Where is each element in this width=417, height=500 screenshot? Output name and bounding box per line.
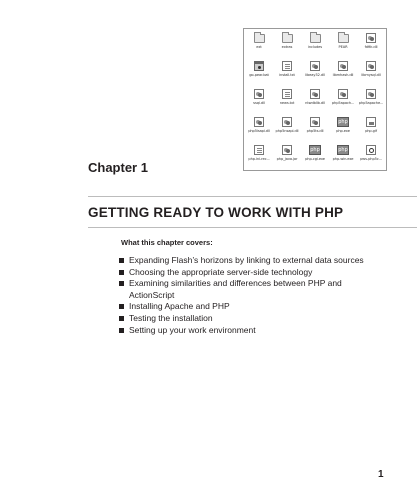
square-bullet-icon — [119, 281, 124, 286]
file-name: extras — [281, 45, 293, 49]
list-item-text: Choosing the appropriate server-side technology — [129, 266, 313, 277]
file-name: go-pear.bat — [249, 73, 269, 77]
app-icon — [254, 61, 264, 71]
file-item[interactable] — [357, 145, 385, 172]
chapter-label: Chapter 1 — [88, 160, 148, 175]
php-icon: php — [338, 119, 348, 125]
file-item[interactable] — [301, 145, 329, 172]
file-item[interactable] — [245, 117, 273, 144]
square-bullet-icon — [119, 270, 124, 275]
file-item[interactable] — [273, 33, 301, 60]
file-name: php.gif — [365, 129, 377, 133]
list-item-text: Testing the installation — [129, 312, 213, 323]
file-item[interactable] — [301, 33, 329, 60]
dll-icon — [366, 89, 376, 99]
file-name: news.txt — [279, 101, 295, 105]
dll-icon — [338, 61, 348, 71]
file-icon-grid — [245, 33, 385, 172]
page-number: 1 — [378, 469, 384, 480]
file-name: libeay32.dll — [305, 73, 325, 77]
list-item-text: Expanding Flash’s horizons by linking to external data sources — [129, 255, 364, 265]
file-name: install.txt — [279, 73, 295, 77]
list-item — [119, 255, 369, 267]
list-item — [119, 313, 369, 325]
square-bullet-icon — [119, 316, 124, 321]
file-item[interactable] — [245, 89, 273, 116]
file-name: php-win.exe — [332, 157, 354, 161]
file-item[interactable] — [329, 145, 357, 172]
list-item-text: Examining similarities and differences between PHP and ActionScript — [129, 278, 342, 300]
file-name: ext — [256, 45, 262, 49]
dll-icon — [282, 145, 292, 155]
list-item-text: Setting up your work environment — [129, 324, 256, 335]
file-item[interactable] — [329, 33, 357, 60]
dll-icon — [310, 117, 320, 127]
file-item[interactable] — [301, 117, 329, 144]
file-item[interactable] — [273, 89, 301, 116]
file-name: php5apache... — [358, 101, 384, 105]
file-name: php5isapi.dll — [248, 129, 270, 133]
php-icon: php — [338, 147, 348, 153]
file-name: php5nsapi.dll — [275, 129, 299, 133]
file-name: php.ini-rec... — [248, 157, 270, 161]
file-item[interactable] — [357, 117, 385, 144]
list-item-text: Installing Apache and PHP — [129, 301, 230, 312]
file-name: php_java.jar — [276, 157, 298, 161]
file-item[interactable] — [245, 145, 273, 172]
chapter-covers-heading: What this chapter covers: — [121, 238, 213, 247]
file-name: ssqi.dll — [253, 101, 265, 105]
cfg-icon — [366, 145, 376, 155]
file-name: php-cgi.exe — [305, 157, 325, 161]
file-name: php5ts.dll — [306, 129, 324, 133]
gif-icon — [366, 117, 376, 127]
file-item[interactable] — [245, 61, 273, 88]
file-name: php5apach... — [331, 101, 355, 105]
dll-icon — [310, 61, 320, 71]
square-bullet-icon — [119, 328, 124, 333]
file-name: libmysql.dll — [361, 73, 381, 77]
square-bullet-icon — [119, 258, 124, 263]
file-item[interactable] — [357, 61, 385, 88]
file-name: fdftk.dll — [364, 45, 378, 49]
dll-icon — [366, 33, 376, 43]
folder-icon — [310, 34, 321, 43]
file-item[interactable] — [301, 61, 329, 88]
file-item[interactable] — [357, 89, 385, 116]
dll-icon — [282, 117, 292, 127]
doc-icon — [254, 145, 264, 155]
chapter-covers-list — [119, 255, 369, 336]
file-item[interactable] — [245, 33, 273, 60]
list-item — [119, 301, 369, 313]
dll-icon — [310, 89, 320, 99]
file-name: includes — [307, 45, 323, 49]
folder-icon — [282, 34, 293, 43]
file-name: pws-php5c... — [360, 157, 382, 161]
chapter-title: GETTING READY TO WORK WITH PHP — [88, 205, 344, 220]
doc-icon — [282, 61, 292, 71]
file-item[interactable] — [329, 61, 357, 88]
file-name: PEAR — [338, 45, 348, 49]
dll-icon — [366, 61, 376, 71]
file-item[interactable] — [301, 89, 329, 116]
folder-screenshot-figure — [243, 28, 387, 171]
list-item — [119, 325, 369, 337]
doc-icon — [282, 89, 292, 99]
file-name: ntwdblib.dll — [305, 101, 325, 105]
file-item[interactable] — [273, 117, 301, 144]
list-item — [119, 278, 369, 301]
file-item[interactable] — [329, 89, 357, 116]
dll-icon — [254, 117, 264, 127]
title-rule-bottom — [88, 227, 417, 228]
dll-icon — [254, 89, 264, 99]
file-item[interactable] — [357, 33, 385, 60]
list-item — [119, 267, 369, 279]
square-bullet-icon — [119, 304, 124, 309]
file-item[interactable] — [329, 117, 357, 144]
title-rule-top — [88, 196, 417, 197]
dll-icon — [338, 89, 348, 99]
file-name: php.exe — [336, 129, 350, 133]
file-item[interactable] — [273, 61, 301, 88]
file-item[interactable] — [273, 145, 301, 172]
php-icon: php — [310, 147, 320, 153]
folder-icon — [254, 34, 265, 43]
file-name: libmhash.dll — [332, 73, 354, 77]
folder-icon — [338, 34, 349, 43]
